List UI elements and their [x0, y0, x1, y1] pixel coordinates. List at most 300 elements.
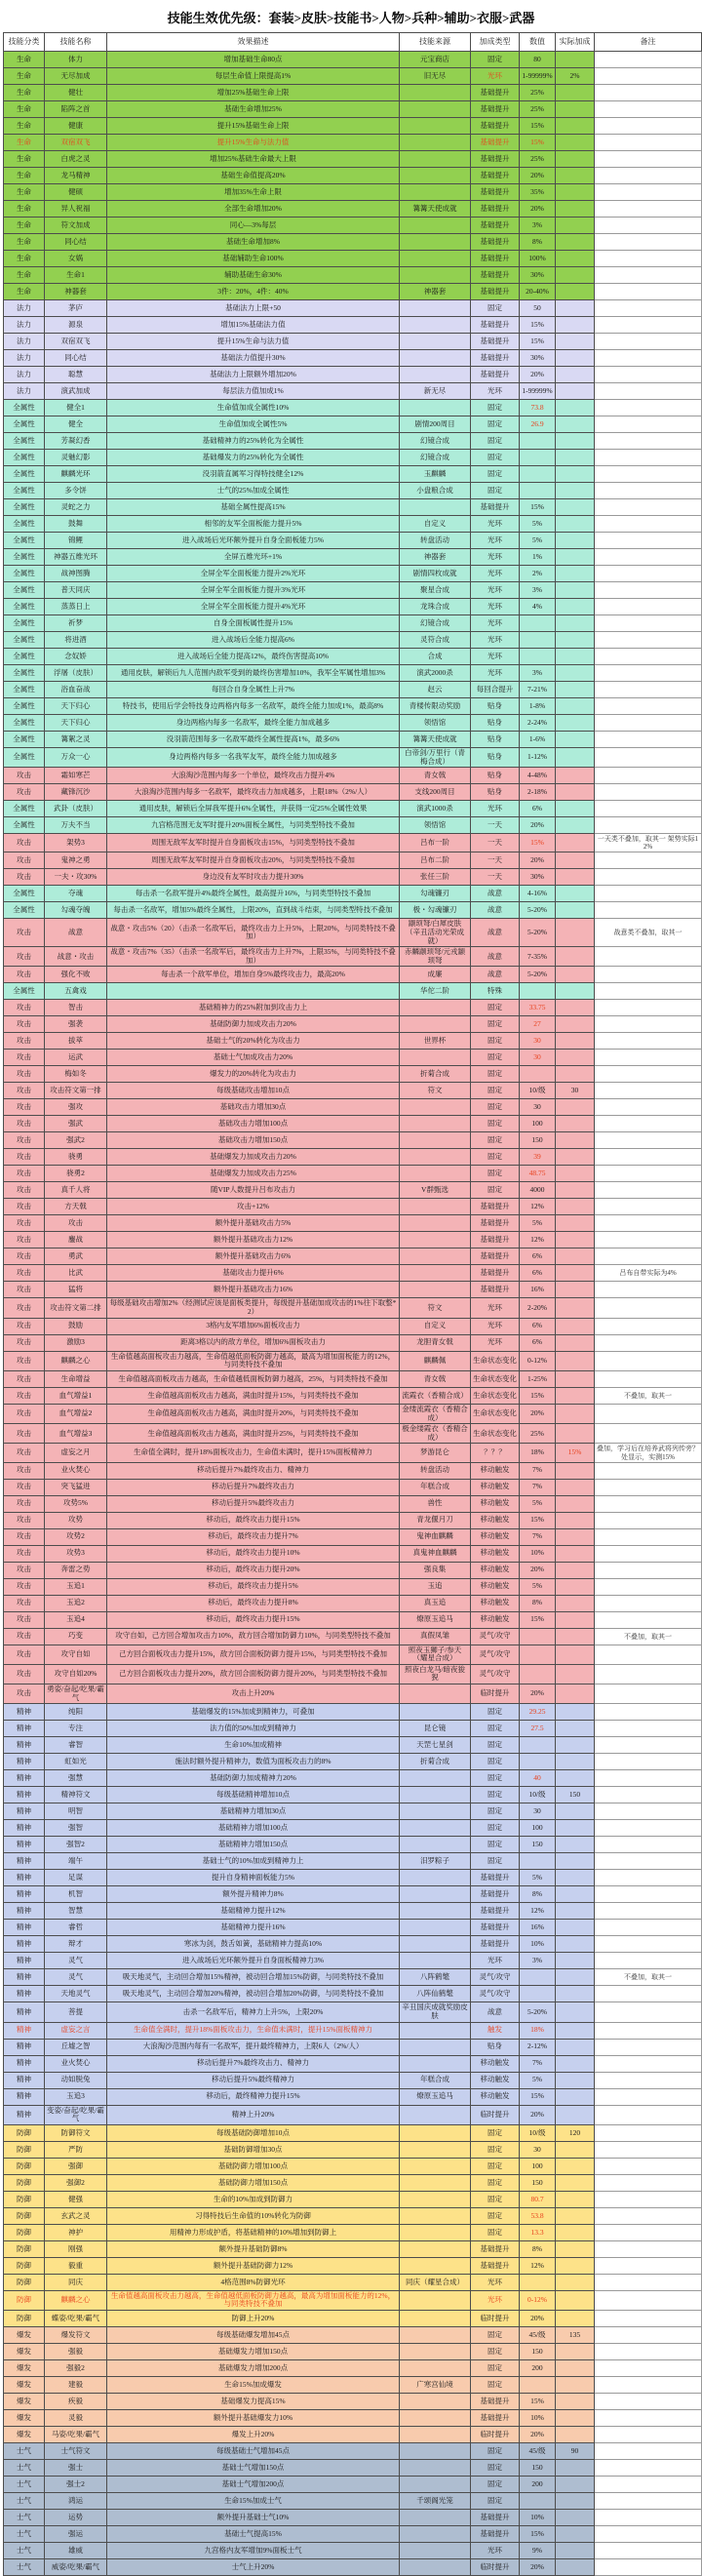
- cell-value: 1-12%: [520, 748, 556, 768]
- cell-actual: [556, 1545, 595, 1562]
- cell-category: 防御: [4, 2224, 45, 2240]
- cell-source: 赤麟颛顼弩/元戎颛顼弩: [400, 947, 471, 967]
- cell-source: [400, 2224, 471, 2240]
- cell-skill-name: 菩提: [45, 2002, 107, 2022]
- cell-source: [400, 2039, 471, 2055]
- cell-category: 攻击: [4, 768, 45, 784]
- cell-actual: [556, 1853, 595, 1870]
- cell-source: 演武2000杀: [400, 665, 471, 682]
- cell-effect: 己方回合面板攻击力提升20%，敌方回合面板防御力提升20%，与同类型特技不叠加: [107, 1664, 400, 1684]
- cell-effect: 基础士气的20%转化为攻击力: [107, 1033, 400, 1050]
- table-row: [4, 1479, 702, 1495]
- cell-source: [400, 1132, 471, 1149]
- cell-category: 士气: [4, 2443, 45, 2460]
- cell-actual: [556, 151, 595, 168]
- cell-bonus-type: 贴身: [471, 768, 520, 784]
- cell-category: 生命: [4, 135, 45, 151]
- cell-actual: [556, 1512, 595, 1528]
- cell-value: [520, 1628, 556, 1645]
- cell-actual: [556, 919, 595, 947]
- cell-note: [595, 533, 702, 549]
- cell-effect: 同心—3%每层: [107, 218, 400, 234]
- cell-effect: 进入战场后光环额外提升自身面板精神力3%: [107, 1953, 400, 1969]
- cell-bonus-type: 固定: [471, 1149, 520, 1166]
- table-row: [4, 2207, 702, 2224]
- cell-category: 精神: [4, 1803, 45, 1820]
- cell-skill-name: 麒麟光环: [45, 466, 107, 483]
- cell-effect: 没羽箭直属军习得特技健全12%: [107, 466, 400, 483]
- cell-value: 13.3: [520, 2224, 556, 2240]
- cell-category: 攻击: [4, 1512, 45, 1528]
- cell-category: 攻击: [4, 1462, 45, 1479]
- cell-effect: 大浪淘沙范围内每多一个单位，最终攻击力提升4%: [107, 768, 400, 784]
- cell-source: [400, 1232, 471, 1248]
- cell-actual: [556, 334, 595, 350]
- cell-note: [595, 218, 702, 234]
- cell-effect: 生命值越高面板攻击力越高，生命值越低面板防御力越高，最高为增加面板能力的12%，与同类特技不叠加: [107, 1351, 400, 1370]
- cell-skill-name: 睿哲: [45, 1920, 107, 1936]
- cell-note: [595, 1645, 702, 1664]
- cell-actual: [556, 1528, 595, 1545]
- cell-note: [595, 383, 702, 400]
- cell-bonus-type: 贴身: [471, 715, 520, 732]
- cell-skill-name: 符文加成: [45, 218, 107, 234]
- cell-note: [595, 801, 702, 817]
- cell-actual: [556, 599, 595, 615]
- cell-bonus-type: 生命状态变化: [471, 1387, 520, 1404]
- cell-note: [595, 400, 702, 416]
- cell-skill-name: 严防: [45, 2141, 107, 2158]
- cell-value: 27: [520, 1016, 556, 1033]
- cell-effect: 战意・攻击7%（35）（击杀一名敌军后，最终攻击力上升7%，上限35%，与同类特技不叠加）: [107, 947, 400, 967]
- cell-effect: [107, 983, 400, 1000]
- cell-actual: [556, 784, 595, 801]
- cell-actual: [556, 1886, 595, 1903]
- cell-source: 颛顼弩/白犀皮肤（辛丑活动光荣成就）: [400, 919, 471, 947]
- cell-actual: [556, 1684, 595, 1704]
- cell-category: 全属性: [4, 566, 45, 582]
- cell-effect: 基础法力值提升30%: [107, 350, 400, 367]
- cell-note: [595, 267, 702, 284]
- cell-note: [595, 1936, 702, 1953]
- cell-value: 30: [520, 1803, 556, 1820]
- table-row: [4, 1116, 702, 1132]
- cell-value: 30: [520, 1033, 556, 1050]
- cell-value: 80.7: [520, 2191, 556, 2207]
- cell-value: 15%: [520, 317, 556, 334]
- cell-note: [595, 2022, 702, 2039]
- cell-actual: [556, 450, 595, 466]
- cell-actual: [556, 2377, 595, 2394]
- table-row: [4, 2344, 702, 2360]
- cell-category: 攻击: [4, 1495, 45, 1512]
- cell-effect: 施法时额外提升精神力，数值为面板攻击力的8%: [107, 1754, 400, 1770]
- cell-note: [595, 118, 702, 135]
- cell-actual: [556, 1016, 595, 1033]
- cell-value: [520, 1737, 556, 1754]
- cell-actual: [556, 2105, 595, 2124]
- cell-category: 生命: [4, 218, 45, 234]
- cell-actual: [556, 52, 595, 68]
- cell-effect: 每击杀一个敌军单位，增加自身5%最终攻击力，最高20%: [107, 967, 400, 983]
- cell-skill-name: 拔萃: [45, 1033, 107, 1050]
- cell-bonus-type: 移动触发: [471, 1562, 520, 1578]
- cell-source: 玉麒麟: [400, 466, 471, 483]
- cell-source: 篝篝天使成就: [400, 732, 471, 748]
- cell-category: 精神: [4, 1853, 45, 1870]
- cell-effect: 额外提升基础防御8%: [107, 2240, 400, 2257]
- cell-source: 金缕流霞衣（香精合成）: [400, 1404, 471, 1423]
- cell-actual: [556, 533, 595, 549]
- cell-actual: [556, 566, 595, 582]
- cell-source: [400, 1199, 471, 1215]
- table-row: [4, 886, 702, 902]
- cell-value: 12%: [520, 1199, 556, 1215]
- cell-bonus-type: 贴身: [471, 732, 520, 748]
- cell-skill-name: 强御2: [45, 2174, 107, 2191]
- cell-note: [595, 85, 702, 101]
- table-row: [4, 1562, 702, 1578]
- cell-category: 精神: [4, 2002, 45, 2022]
- cell-note: [595, 416, 702, 433]
- cell-actual: 90: [556, 2443, 595, 2460]
- cell-actual: [556, 549, 595, 566]
- cell-actual: [556, 1920, 595, 1936]
- cell-skill-name: 战意: [45, 919, 107, 947]
- cell-bonus-type: 固定: [471, 2174, 520, 2191]
- cell-value: 20%: [520, 1562, 556, 1578]
- cell-category: 攻击: [4, 1578, 45, 1595]
- cell-source: 照夜玉狮子/参天（耀星合成）: [400, 1645, 471, 1664]
- cell-value: 35%: [520, 184, 556, 201]
- cell-skill-name: 念奴娇: [45, 649, 107, 665]
- cell-actual: [556, 1282, 595, 1298]
- cell-actual: [556, 1404, 595, 1423]
- cell-actual: [556, 135, 595, 151]
- cell-source: 折菊合成: [400, 1066, 471, 1083]
- table-row: [4, 1803, 702, 1820]
- cell-skill-name: 架势3: [45, 834, 107, 852]
- cell-source: [400, 300, 471, 317]
- cell-source: [400, 317, 471, 334]
- cell-note: [595, 1462, 702, 1479]
- cell-skill-name: 演武加成: [45, 383, 107, 400]
- cell-effect: 九宫格内友军增加9%面板士气: [107, 2543, 400, 2559]
- cell-source: [400, 1820, 471, 1837]
- cell-category: 全属性: [4, 433, 45, 450]
- cell-category: 法力: [4, 300, 45, 317]
- cell-category: 攻击: [4, 1684, 45, 1704]
- table-row: [4, 869, 702, 886]
- cell-note: [595, 2055, 702, 2072]
- cell-skill-name: 运势: [45, 2510, 107, 2526]
- cell-skill-name: 蝶姿/吃果/霸气: [45, 2311, 107, 2327]
- cell-source: 折菊合成: [400, 1754, 471, 1770]
- cell-value: 20%: [520, 201, 556, 218]
- table-row: [4, 2460, 702, 2477]
- cell-note: [595, 1545, 702, 1562]
- cell-skill-name: 强智2: [45, 1837, 107, 1853]
- cell-effect: 基础攻击力增加150点: [107, 1132, 400, 1149]
- cell-note: [595, 234, 702, 251]
- cell-effect: 生命15%加成士气: [107, 2493, 400, 2510]
- cell-note: [595, 2224, 702, 2240]
- cell-source: 勾魂镰刃: [400, 886, 471, 902]
- cell-value: 45/级: [520, 2443, 556, 2460]
- cell-skill-name: 强毅: [45, 2344, 107, 2360]
- cell-note: [595, 1611, 702, 1628]
- cell-bonus-type: 光环: [471, 383, 520, 400]
- table-row: [4, 1318, 702, 1334]
- cell-source: 真玉追: [400, 1595, 471, 1611]
- cell-skill-name: 强武: [45, 1116, 107, 1132]
- table-row: [4, 1645, 702, 1664]
- cell-skill-name: 灵气: [45, 1953, 107, 1969]
- table-row: [4, 2141, 702, 2158]
- cell-source: 广寒宫仙境: [400, 2377, 471, 2394]
- cell-actual: [556, 2360, 595, 2377]
- cell-bonus-type: 战意: [471, 967, 520, 983]
- cell-source: 成廉: [400, 967, 471, 983]
- cell-source: [400, 85, 471, 101]
- cell-value: 50: [520, 300, 556, 317]
- table-row: [4, 251, 702, 267]
- table-row: [4, 1166, 702, 1182]
- cell-actual: 150: [556, 1787, 595, 1803]
- cell-skill-name: 灵毅: [45, 2410, 107, 2427]
- cell-skill-name: 虹如光: [45, 1754, 107, 1770]
- cell-skill-name: 攻击符文第一排: [45, 1083, 107, 1099]
- cell-skill-name: 玉追3: [45, 2088, 107, 2105]
- cell-category: 士气: [4, 2543, 45, 2559]
- cell-note: [595, 1334, 702, 1351]
- cell-value: [520, 1664, 556, 1684]
- cell-value: 150: [520, 2174, 556, 2191]
- cell-actual: [556, 85, 595, 101]
- cell-actual: [556, 1969, 595, 1986]
- cell-note: [595, 2510, 702, 2526]
- cell-category: 攻击: [4, 1116, 45, 1132]
- cell-value: 20%: [520, 2311, 556, 2327]
- cell-bonus-type: 基础提升: [471, 118, 520, 135]
- cell-category: 攻击: [4, 1479, 45, 1495]
- cell-note: [595, 1820, 702, 1837]
- cell-note: [595, 2240, 702, 2257]
- table-row: [4, 1512, 702, 1528]
- cell-skill-name: 陷阵之首: [45, 101, 107, 118]
- cell-skill-name: 强智: [45, 1820, 107, 1837]
- cell-bonus-type: 基础提升: [471, 1248, 520, 1265]
- cell-value: 18%: [520, 2022, 556, 2039]
- table-row: [4, 801, 702, 817]
- cell-bonus-type: 战意: [471, 947, 520, 967]
- cell-bonus-type: 固定: [471, 1166, 520, 1182]
- cell-actual: [556, 2022, 595, 2039]
- cell-effect: 移动后，最终攻击力提升8%: [107, 1595, 400, 1611]
- cell-effect: 攻守自如，己方回合增加攻击力10%，敌方回合增加防御力10%，与同类型特技不叠加: [107, 1628, 400, 1645]
- table-row: [4, 234, 702, 251]
- cell-effect: 4格范围8%防御光环: [107, 2274, 400, 2290]
- cell-source: [400, 1837, 471, 1853]
- table-row: [4, 334, 702, 350]
- table-row: [4, 947, 702, 967]
- cell-actual: [556, 168, 595, 184]
- cell-bonus-type: 基础提升: [471, 101, 520, 118]
- cell-value: 30%: [520, 869, 556, 886]
- table-row: [4, 85, 702, 101]
- cell-value: 15%: [520, 2394, 556, 2410]
- cell-actual: [556, 2158, 595, 2174]
- cell-skill-name: 端午: [45, 1853, 107, 1870]
- table-row: [4, 2055, 702, 2072]
- cell-effect: 全屏全军全面板能力提升2%光环: [107, 566, 400, 582]
- cell-note: [595, 1016, 702, 1033]
- cell-bonus-type: 固定: [471, 2477, 520, 2493]
- cell-source: 自定义: [400, 516, 471, 533]
- cell-note: [595, 2443, 702, 2460]
- cell-actual: [556, 2460, 595, 2477]
- table-row: [4, 2477, 702, 2493]
- table-row: [4, 52, 702, 68]
- cell-note: [595, 1298, 702, 1318]
- cell-category: 全属性: [4, 516, 45, 533]
- cell-effect: 爆发力的20%转化为攻击力: [107, 1066, 400, 1083]
- cell-actual: [556, 267, 595, 284]
- cell-effect: 每层生命值上限提高1%: [107, 68, 400, 85]
- cell-skill-name: 战神图腾: [45, 566, 107, 582]
- cell-effect: 周围无敌军友军时提升自身面板攻击20%，与同类型特技不叠加: [107, 852, 400, 869]
- cell-source: 龙胆青女戟: [400, 1334, 471, 1351]
- cell-bonus-type: 临时提升: [471, 2427, 520, 2443]
- cell-category: 全属性: [4, 732, 45, 748]
- cell-bonus-type: 战意: [471, 2002, 520, 2022]
- table-row: [4, 566, 702, 582]
- cell-effect: 全屏五维光环+1%: [107, 549, 400, 566]
- cell-bonus-type: 移动触发: [471, 1545, 520, 1562]
- cell-actual: [556, 416, 595, 433]
- cell-value: 10%: [520, 2410, 556, 2427]
- cell-note: [595, 466, 702, 483]
- cell-value: 1%: [520, 549, 556, 566]
- cell-note: [595, 1787, 702, 1803]
- cell-value: 20%: [520, 817, 556, 834]
- cell-category: 生命: [4, 168, 45, 184]
- cell-bonus-type: 光环: [471, 566, 520, 582]
- cell-category: 攻击: [4, 1664, 45, 1684]
- cell-bonus-type: 光环: [471, 549, 520, 566]
- cell-source: 昆仑镜: [400, 1721, 471, 1737]
- cell-category: 精神: [4, 1787, 45, 1803]
- cell-effect: 吸天地灵气，主动回合增加15%精神，被动回合增加15%防御，与同类特技不叠加: [107, 1969, 400, 1986]
- cell-value: 5-20%: [520, 902, 556, 919]
- cell-skill-name: 神器套: [45, 284, 107, 300]
- table-row: [4, 2510, 702, 2526]
- cell-skill-name: 同心结: [45, 350, 107, 367]
- cell-skill-name: 攻击: [45, 1215, 107, 1232]
- cell-note: [595, 2526, 702, 2543]
- cell-source: [400, 267, 471, 284]
- cell-category: 攻击: [4, 1083, 45, 1099]
- table-row: [4, 2394, 702, 2410]
- table-row: [4, 466, 702, 483]
- cell-actual: 135: [556, 2327, 595, 2344]
- cell-skill-name: 健强: [45, 2191, 107, 2207]
- cell-note: [595, 1232, 702, 1248]
- cell-skill-name: 巧变: [45, 1628, 107, 1645]
- cell-skill-name: 血气增益1: [45, 1387, 107, 1404]
- cell-value: 8%: [520, 2240, 556, 2257]
- cell-skill-name: 万众一心: [45, 748, 107, 768]
- cell-note: [595, 201, 702, 218]
- table-row: [4, 698, 702, 715]
- cell-effect: 每级基础精神增加10点: [107, 1787, 400, 1803]
- cell-effect: 生命值越高面板攻击力越高，满血时提升15%，与同类特技不叠加: [107, 1387, 400, 1404]
- cell-skill-name: 同心结: [45, 234, 107, 251]
- cell-category: 生命: [4, 284, 45, 300]
- cell-actual: [556, 2344, 595, 2360]
- cell-category: 攻击: [4, 967, 45, 983]
- cell-effect: 额外提升基础攻击力12%: [107, 1232, 400, 1248]
- cell-actual: [556, 1166, 595, 1182]
- cell-effect: 基础爆发力提高15%: [107, 2394, 400, 2410]
- table-row: [4, 1820, 702, 1837]
- cell-bonus-type: 基础提升: [471, 2394, 520, 2410]
- cell-value: [520, 2377, 556, 2394]
- cell-note: [595, 52, 702, 68]
- cell-category: 攻击: [4, 919, 45, 947]
- cell-value: 8%: [520, 234, 556, 251]
- cell-category: 全属性: [4, 698, 45, 715]
- cell-bonus-type: 基础提升: [471, 135, 520, 151]
- cell-skill-name: 藏锋沉沙: [45, 784, 107, 801]
- cell-note: [595, 1050, 702, 1066]
- cell-source: 吕布二阶: [400, 852, 471, 869]
- cell-value: 10%: [520, 1936, 556, 1953]
- cell-value: 3%: [520, 665, 556, 682]
- cell-effect: 辅助基础生命30%: [107, 267, 400, 284]
- cell-value: 5-20%: [520, 967, 556, 983]
- cell-source: 旧无尽: [400, 68, 471, 85]
- cell-source: [400, 184, 471, 201]
- cell-value: 10%: [520, 1545, 556, 1562]
- cell-value: 15%: [520, 2088, 556, 2105]
- cell-source: [400, 2022, 471, 2039]
- cell-value: 15%: [520, 135, 556, 151]
- cell-actual: [556, 201, 595, 218]
- cell-effect: 提升15%基础生命上限: [107, 118, 400, 135]
- cell-source: 合成: [400, 649, 471, 665]
- cell-category: 精神: [4, 2022, 45, 2039]
- cell-skill-name: 篝絮之灵: [45, 732, 107, 748]
- cell-note: [595, 1318, 702, 1334]
- cell-effect: 每层法力值加成1%: [107, 383, 400, 400]
- cell-bonus-type: 固定: [471, 1820, 520, 1837]
- cell-note: [595, 1370, 702, 1387]
- cell-actual: [556, 218, 595, 234]
- cell-actual: [556, 2510, 595, 2526]
- cell-bonus-type: 固定: [471, 2224, 520, 2240]
- cell-category: 生命: [4, 267, 45, 284]
- cell-note: [595, 582, 702, 599]
- cell-note: [595, 615, 702, 632]
- cell-actual: [556, 1986, 595, 2002]
- cell-effect: 吸天地灵气，主动回合增加20%精神，被动回合增加20%防御，与同类特技不叠加: [107, 1986, 400, 2002]
- cell-source: 聚星合成: [400, 582, 471, 599]
- header-value: 数值: [520, 33, 556, 52]
- cell-effect: 移动后提升7%最终攻击力、精神力: [107, 2055, 400, 2072]
- table-row: [4, 1182, 702, 1199]
- cell-bonus-type: 临时提升: [471, 2311, 520, 2327]
